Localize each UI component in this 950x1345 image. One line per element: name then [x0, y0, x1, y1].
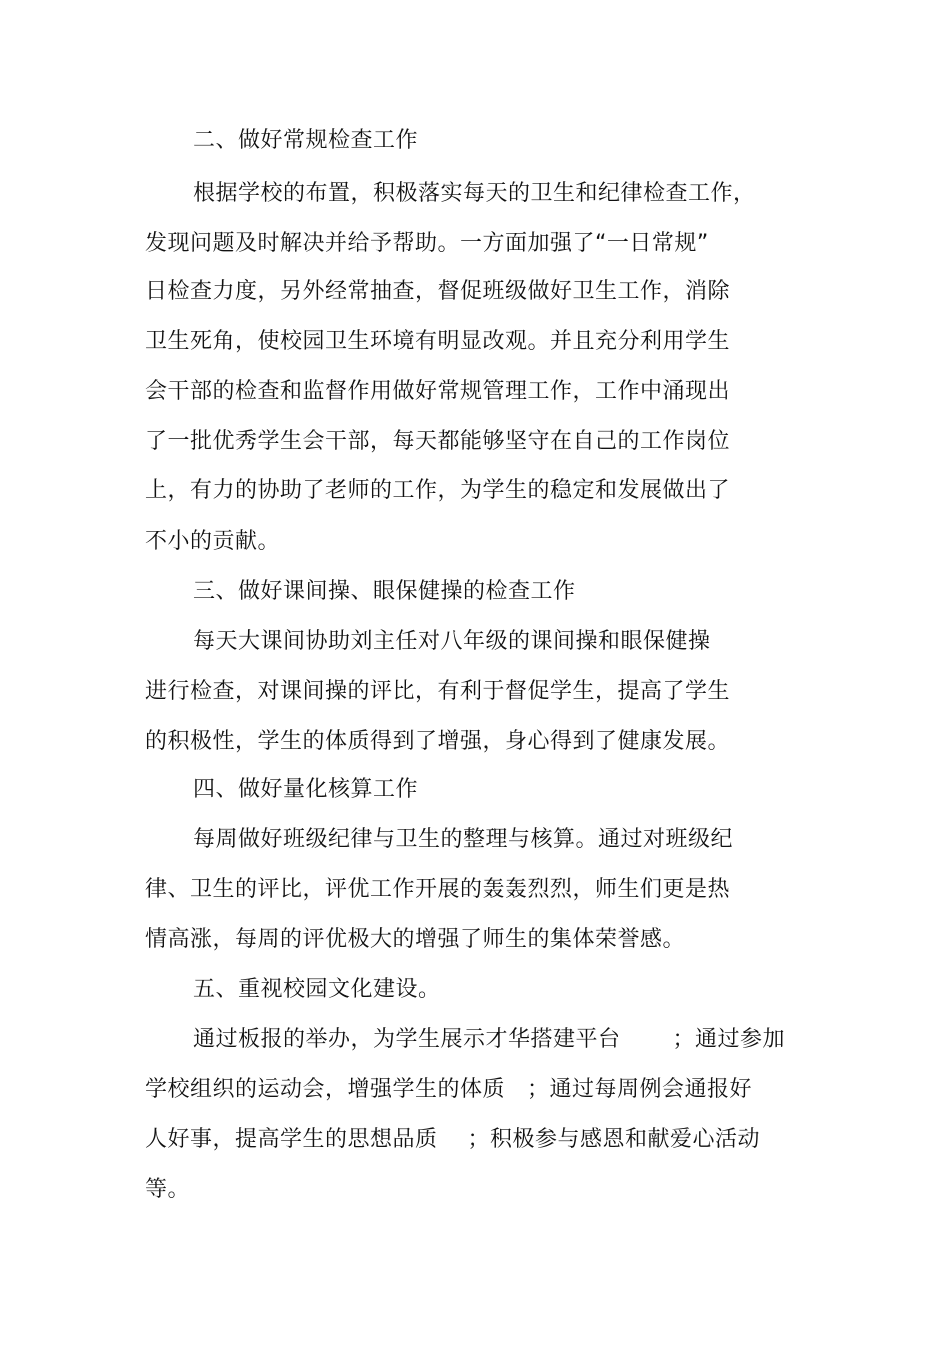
paragraph-line: 律、卫生的评比，评优工作开展的轰轰烈烈，师生们更是热 [145, 877, 731, 902]
paragraph-line: 卫生死角，使校园卫生环境有明显改观。并且充分利用学生 [145, 329, 731, 354]
paragraph-line: 了一批优秀学生会干部，每天都能够坚守在自己的工作岗位 [145, 429, 731, 454]
section-heading-2: 二、做好常规检查工作 [193, 128, 419, 153]
paragraph-line: 情高涨，每周的评优极大的增强了师生的集体荣誉感。 [145, 927, 686, 952]
paragraph-line [145, 1076, 752, 1104]
paragraph-line: 不小的贡献。 [145, 529, 281, 554]
paragraph-line: 日检查力度，另外经常抽查，督促班级做好卫生工作，消除 [145, 279, 731, 304]
line-segment: ；通过参加 [672, 1027, 786, 1052]
section-heading-4: 四、做好量化核算工作 [193, 777, 419, 802]
paragraph-line [145, 1126, 760, 1154]
paragraph-line: 根据学校的布置，积极落实每天的卫生和纪律检查工作， [193, 181, 756, 206]
paragraph-line: 每天大课间协助刘主任对八年级的课间操和眼保健操 [193, 629, 711, 654]
paragraph-line: 的积极性，学生的体质得到了增强，身心得到了健康发展。 [145, 729, 731, 754]
paragraph-line: 会干部的检查和监督作用做好常规管理工作，工作中涌现出 [145, 379, 731, 404]
line-segment: ；通过每周例会通报好 [527, 1077, 753, 1102]
section-heading-3: 三、做好课间操、眼保健操的检查工作 [193, 579, 576, 604]
paragraph-line: 进行检查，对课间操的评比，有利于督促学生，提高了学生 [145, 679, 731, 704]
line-segment: 学校组织的运动会，增强学生的体质 [145, 1077, 506, 1102]
line-segment: ；积极参与感恩和献爱心活动 [467, 1127, 761, 1152]
section-heading-5: 五、重视校园文化建设。 [193, 977, 441, 1002]
paragraph-line: 上，有力的协助了老师的工作，为学生的稳定和发展做出了 [145, 478, 731, 503]
paragraph-line: 发现问题及时解决并给予帮助。一方面加强了“一日常规” [145, 231, 709, 256]
paragraph-line: 每周做好班级纪律与卫生的整理与核算。通过对班级纪 [193, 827, 734, 852]
paragraph-line: 等。 [145, 1177, 191, 1202]
line-segment: 通过板报的举办，为学生展示才华搭建平台 [193, 1027, 621, 1052]
line-segment: 人好事，提高学生的思想品质 [145, 1127, 438, 1152]
paragraph-line [193, 1026, 785, 1054]
